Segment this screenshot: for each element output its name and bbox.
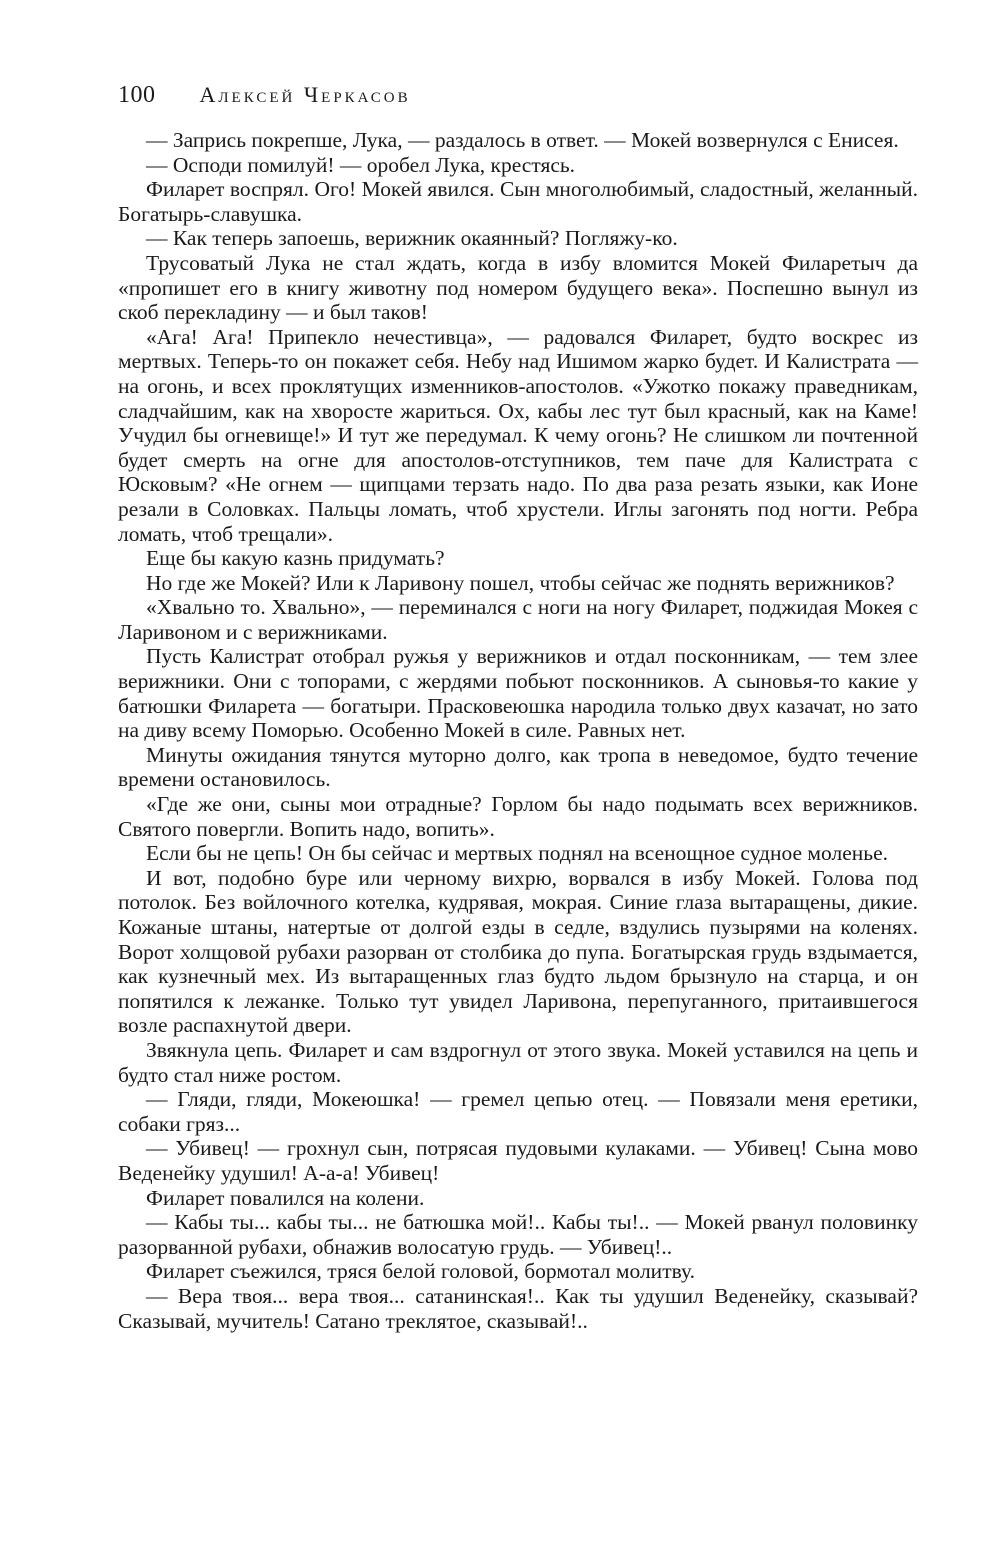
paragraph: — Осподи помилуй! — оробел Лука, крестясь. [146, 152, 576, 177]
page-number: 100 [118, 82, 156, 108]
paragraph: Минуты ожидания тянутся муторно долго, как тропа в неведомое, будто течение времени остановилось. [118, 742, 918, 792]
paragraph: — Запрись покрепше, Лука, — раздалось в ответ. — Мокей возвернулся с Енисея. [146, 128, 899, 152]
running-head [118, 82, 918, 122]
book-page [118, 82, 918, 1333]
paragraph: Еще бы какую казнь придумать? [146, 546, 445, 571]
running-head-author: Алексей Черкасов [199, 82, 411, 107]
paragraph: И вот, подобно буре или черному вихрю, ворвался в избу Мокей. Голова под потолок. Без войлочного котелка, кудрявая, мокрая. Синие глаза вытаращены, дикие. Кожаные штаны, натертые от долгой езды в седле, вздулись пузырями на коленях. Ворот холщовой рубахи разорван от столбика до пупа. Богатырская грудь вздымается, как кузнечный мех. Из вытаращенных глаз будто льдом брызнуло на старца, и он попятился к лежанке. Только тут увидел Ларивона, перепуганного, притаившегося возле распахнутой двери. [118, 865, 918, 1038]
paragraph: Если бы не цепь! Он бы сейчас и мертвых поднял на всенощное судное моленье. [146, 841, 888, 866]
paragraph: Пусть Калистрат отобрал ружья у верижников и отдал посконникам, — тем злее верижники. Они с топорами, с жердями побьют посконников. А сыновья-то какие у батюшки Филарета — богатыри. Прасковеюшка народила только двух казачат, но зато на диву всему Поморью. Особенно Мокей в силе. Равных нет. [118, 644, 918, 743]
paragraph: «Где же они, сыны мои отрадные? Горлом бы надо подымать всех верижников. Святого повергли. Вопить надо, вопить». [118, 792, 918, 841]
paragraph: — Кабы ты... кабы ты... не батюшка мой!.. Кабы ты!.. — Мокей рванул половинку разорванной рубахи, обнажив волосатую грудь. — Убивец!.. [118, 1210, 918, 1259]
body-text [118, 128, 918, 1333]
paragraph: — Вера твоя... вера твоя... сатанинская!.. Как ты удушил Веденейку, сказывай? Сказывай, мучитель! Сатано треклятое, сказывай!.. [118, 1283, 918, 1333]
paragraph: «Ага! Ага! Припекло нечестивца», — радовался Филарет, будто воскрес из мертвых. Теперь-то он покажет себя. Небу над Ишимом жарко будет. И Калистрата — на огонь, и всех проклятущих изменников-апостолов. «Ужотко покажу праведникам, сладчайшим, как на хворосте жариться. Ох, кабы лес тут был красный, как на Каме! Учудил бы огневище!» И тут же передумал. К чему огонь? Не слишком ли почтенной будет смерть на огне для апостолов-отступников, тем паче для Калистрата с Юсковым? «Не огнем — щипцами терзать надо. По два раза резать языки, как Ионе резали в Соловках. Пальцы ломать, чтоб хрустели. Иглы загонять под ногти. Ребра ломать, чтоб трещали». [118, 324, 918, 546]
paragraph: — Гляди, гляди, Мокеюшка! — гремел цепью отец. — Повязали меня еретики, собаки гряз... [118, 1087, 918, 1136]
paragraph: Звякнула цепь. Филарет и сам вздрогнул от этого звука. Мокей уставился на цепь и будто стал ниже ростом. [118, 1037, 918, 1087]
paragraph: Трусоватый Лука не стал ждать, когда в избу вломится Мокей Филаретыч да «пропишет его в книгу животну под номером будущего века». Поспешно вынул из скоб перекладину — и был таков! [118, 250, 918, 325]
paragraph: Филарет съежился, тряся белой головой, бормотал молитву. [146, 1259, 695, 1284]
paragraph: — Как теперь запоешь, верижник окаянный? Погляжу-ко. [146, 226, 678, 251]
paragraph: Филарет повалился на колени. [146, 1185, 425, 1210]
paragraph: — Убивец! — грохнул сын, потрясая пудовыми кулаками. — Убивец! Сына мово Веденейку удушил! А-а-а! Убивец! [118, 1136, 918, 1185]
paragraph: Но где же Мокей? Или к Ларивону пошел, чтобы сейчас же поднять верижников? [146, 570, 895, 595]
paragraph: «Хвально то. Хвально», — переминался с ноги на ногу Филарет, поджидая Мокея с Ларивоном и с верижниками. [118, 595, 918, 644]
paragraph: Филарет воспрял. Ого! Мокей явился. Сын многолюбимый, сладостный, желанный. Богатырь-славушка. [118, 177, 918, 226]
